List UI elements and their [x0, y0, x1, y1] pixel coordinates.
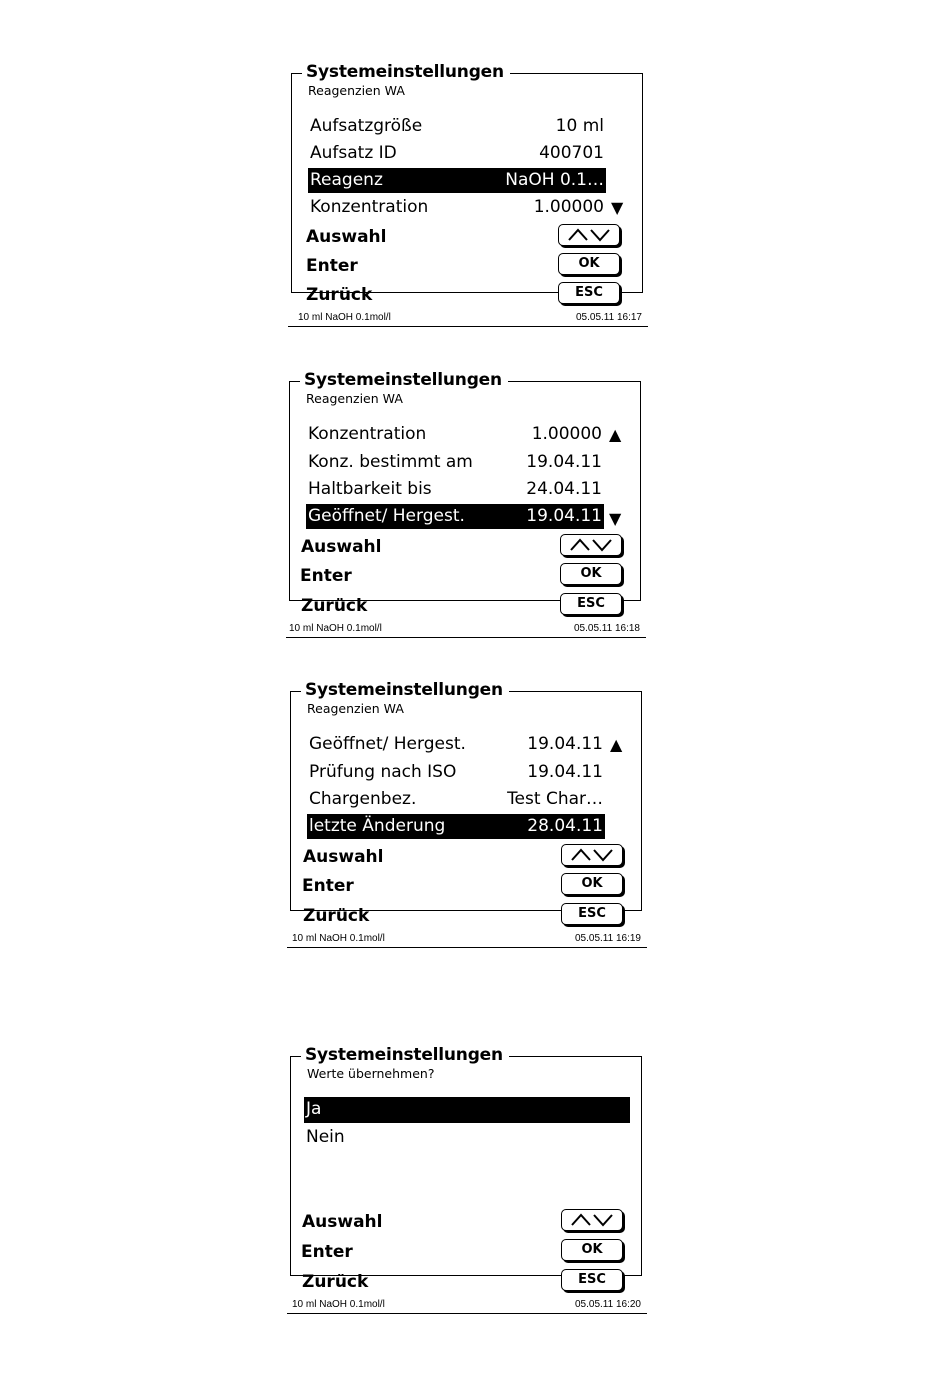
- scroll-down-icon: ▼: [611, 198, 624, 217]
- dialog-subtitle: Reagenzien WA: [306, 391, 403, 406]
- status-method: 10 ml NaOH 0.1mol/l: [292, 1299, 385, 1310]
- updown-key-button[interactable]: [560, 534, 622, 556]
- menu-row-konz-bestimmt[interactable]: [306, 450, 604, 475]
- dialog-subtitle: Werte übernehmen?: [307, 1066, 435, 1081]
- esc-key-button[interactable]: ESC: [560, 593, 622, 615]
- key-row-enter: [300, 563, 634, 589]
- row-value: 19.04.11: [526, 506, 602, 526]
- key-row-auswahl: [303, 844, 635, 870]
- enter-label: Enter: [306, 256, 358, 276]
- enter-label: Enter: [301, 1242, 353, 1262]
- status-datetime: 05.05.11 16:19: [575, 933, 641, 944]
- option-ja[interactable]: [304, 1097, 630, 1123]
- enter-label: Enter: [302, 876, 354, 896]
- scroll-up-icon: ▲: [609, 425, 622, 444]
- status-bar: [287, 1297, 647, 1314]
- row-label: Konz. bestimmt am: [308, 452, 473, 472]
- row-label: Aufsatz ID: [310, 143, 397, 163]
- key-row-zurueck: [306, 282, 632, 308]
- row-label: Konzentration: [308, 424, 427, 444]
- row-value: 28.04.11: [527, 816, 603, 836]
- row-value: Test Char…: [507, 789, 603, 809]
- row-value: 19.04.11: [527, 734, 603, 754]
- ok-key-button[interactable]: OK: [561, 1239, 623, 1261]
- dialog-title: Systemeinstellungen: [300, 370, 508, 390]
- screen-reagent-3: [287, 678, 647, 944]
- row-label: Chargenbez.: [309, 789, 417, 809]
- status-method: 10 ml NaOH 0.1mol/l: [292, 933, 385, 944]
- dialog-title: Systemeinstellungen: [301, 680, 509, 700]
- updown-key-button[interactable]: [561, 844, 623, 866]
- screen-reagent-2: [286, 368, 646, 634]
- row-label: Aufsatzgröße: [310, 116, 423, 136]
- key-row-auswahl: [302, 1209, 635, 1235]
- esc-key-button[interactable]: ESC: [561, 1269, 623, 1291]
- esc-key-button[interactable]: ESC: [558, 282, 620, 304]
- row-label: Geöffnet/ Hergest.: [309, 734, 466, 754]
- ok-key-button[interactable]: OK: [560, 563, 622, 585]
- scroll-up-icon: ▲: [610, 735, 623, 754]
- status-bar: [287, 931, 647, 948]
- zurueck-label: Zurück: [302, 1272, 369, 1292]
- row-value: 19.04.11: [527, 762, 603, 782]
- row-label: Haltbarkeit bis: [308, 479, 432, 499]
- option-nein[interactable]: [304, 1125, 630, 1150]
- scroll-down-icon: ▼: [609, 509, 622, 528]
- menu-row-pruefung-iso[interactable]: [307, 760, 605, 785]
- updown-key-button[interactable]: [561, 1209, 623, 1231]
- status-method: 10 ml NaOH 0.1mol/l: [298, 312, 391, 323]
- menu-row-letzte-aenderung[interactable]: [307, 814, 605, 839]
- key-row-auswahl: [306, 224, 632, 250]
- row-value: 24.04.11: [526, 479, 602, 499]
- zurueck-label: Zurück: [301, 596, 368, 616]
- esc-key-button[interactable]: ESC: [561, 903, 623, 925]
- row-value: 1.00000: [533, 197, 604, 217]
- row-value: NaOH 0.1…: [505, 170, 604, 190]
- status-datetime: 05.05.11 16:20: [575, 1299, 641, 1310]
- key-row-enter: [301, 1239, 635, 1265]
- status-datetime: 05.05.11 16:18: [574, 623, 640, 634]
- option-label: Ja: [306, 1099, 322, 1119]
- enter-label: Enter: [300, 566, 352, 586]
- menu-row-haltbarkeit[interactable]: [306, 477, 604, 502]
- dialog-subtitle: Reagenzien WA: [308, 83, 405, 98]
- key-row-enter: [306, 253, 632, 279]
- up-down-arrows-icon: [566, 227, 612, 243]
- row-label: Prüfung nach ISO: [309, 762, 457, 782]
- key-row-zurueck: [301, 593, 634, 619]
- updown-key-button[interactable]: [558, 224, 620, 246]
- screen-confirm: [287, 1043, 647, 1310]
- menu-row-reagenz[interactable]: [308, 168, 606, 193]
- row-value: 19.04.11: [526, 452, 602, 472]
- up-down-arrows-icon: [569, 1212, 615, 1228]
- menu-row-konzentration[interactable]: [306, 422, 604, 447]
- auswahl-label: Auswahl: [301, 537, 382, 557]
- key-row-enter: [302, 873, 635, 899]
- menu-row-aufsatz-id[interactable]: [308, 141, 606, 166]
- menu-row-konzentration[interactable]: [308, 195, 606, 220]
- dialog-subtitle: Reagenzien WA: [307, 701, 404, 716]
- menu-row-aufsatzgroesse[interactable]: [308, 114, 606, 139]
- zurueck-label: Zurück: [303, 906, 370, 926]
- status-bar: [288, 310, 648, 327]
- key-row-zurueck: [302, 1269, 635, 1295]
- auswahl-label: Auswahl: [302, 1212, 383, 1232]
- menu-row-geoeffnet[interactable]: [306, 504, 604, 529]
- status-datetime: 05.05.11 16:17: [576, 312, 642, 323]
- option-label: Nein: [306, 1127, 345, 1147]
- dialog-title: Systemeinstellungen: [301, 1045, 509, 1065]
- row-value: 400701: [539, 143, 604, 163]
- dialog-title: Systemeinstellungen: [302, 62, 510, 82]
- up-down-arrows-icon: [569, 847, 615, 863]
- row-label: Geöffnet/ Hergest.: [308, 506, 465, 526]
- status-bar: [286, 621, 646, 638]
- up-down-arrows-icon: [568, 537, 614, 553]
- auswahl-label: Auswahl: [306, 227, 387, 247]
- row-value: 1.00000: [531, 424, 602, 444]
- menu-row-chargenbez[interactable]: [307, 787, 605, 812]
- key-row-zurueck: [303, 903, 635, 929]
- row-label: letzte Änderung: [309, 816, 446, 836]
- status-method: 10 ml NaOH 0.1mol/l: [289, 623, 382, 634]
- screen-reagent-1: [288, 60, 648, 323]
- row-value: 10 ml: [555, 116, 604, 136]
- row-label: Konzentration: [310, 197, 429, 217]
- zurueck-label: Zurück: [306, 285, 373, 305]
- key-row-auswahl: [301, 534, 634, 560]
- auswahl-label: Auswahl: [303, 847, 384, 867]
- ok-key-button[interactable]: OK: [558, 253, 620, 275]
- menu-row-geoeffnet[interactable]: [307, 732, 605, 757]
- row-label: Reagenz: [310, 170, 383, 190]
- ok-key-button[interactable]: OK: [561, 873, 623, 895]
